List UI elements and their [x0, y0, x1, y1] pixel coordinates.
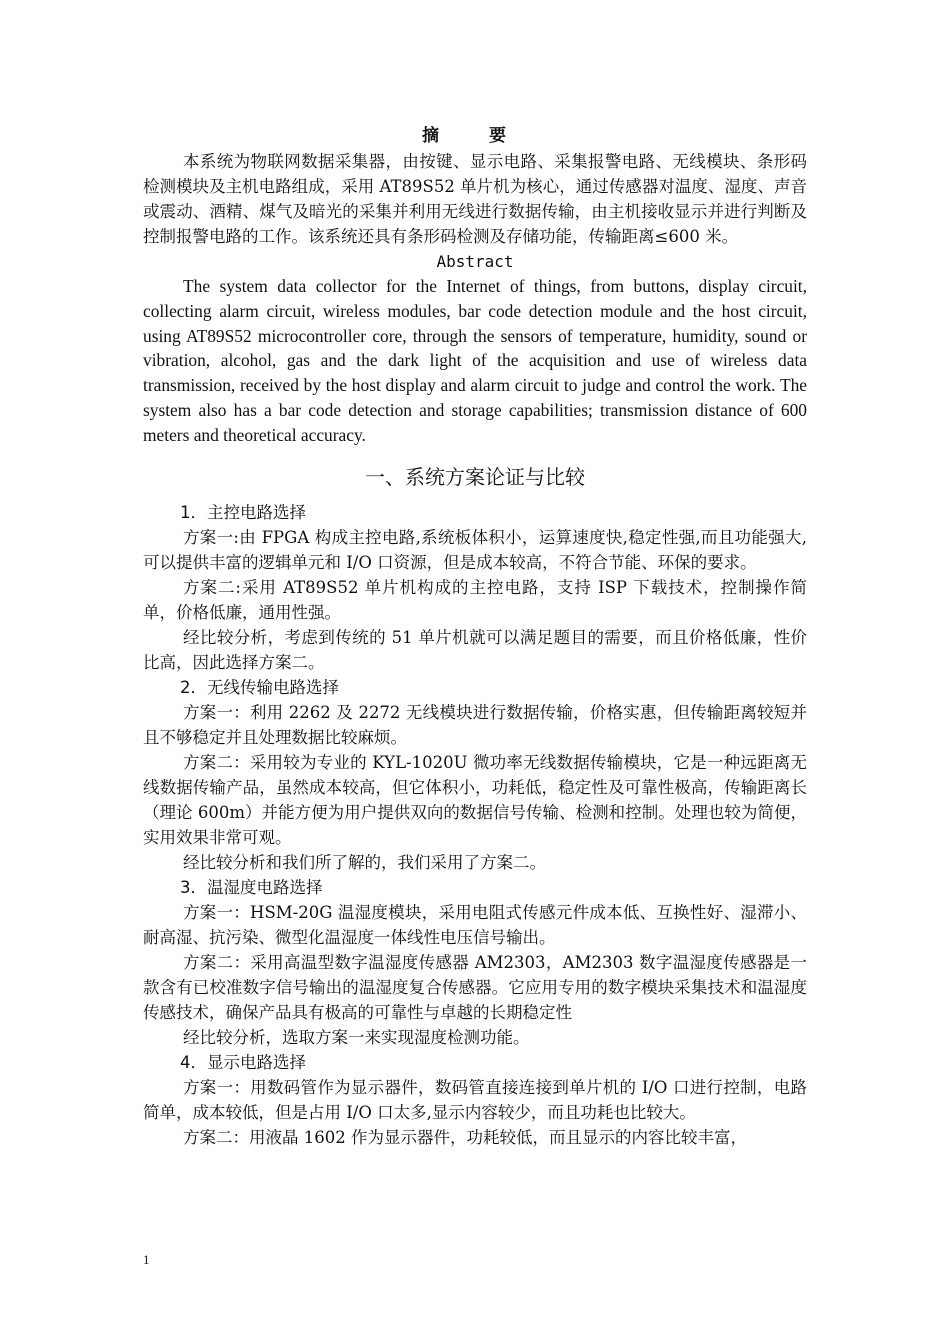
subsection-2-p2: 方案二：采用较为专业的 KYL-1020U 微功率无线数据传输模块，它是一种远距离无线数据传输产品，虽然成本较高，但它体积小，功耗低，稳定性及可靠性极高，传输距离长（理论 600m）并能方便为用户提供双向的数据信号传输、检测和控制。处理也较为简便，实用效果非常可观。 — [143, 752, 807, 847]
subsection-3-p1: 方案一：HSM-20G 温湿度模块，采用电阻式传感元件成本低、互换性好、湿滞小、耐高湿、抗污染、微型化温湿度一体线性电压信号输出。 — [143, 902, 807, 947]
subsection-4-p2: 方案二：用液晶 1602 作为显示器件，功耗较低，而且显示的内容比较丰富， — [183, 1127, 747, 1147]
subsection-1-heading: 1．主控电路选择 — [180, 502, 306, 522]
subsection-2-p1: 方案一：利用 2262 及 2272 无线模块进行数据传输，价格实惠，但传输距离较短并且不够稳定并且处理数据比较麻烦。 — [143, 702, 807, 747]
abstract-title: 摘 要 — [422, 126, 528, 146]
subsection-3-p2: 方案二：采用高温型数字温湿度传感器 AM2303，AM2303 数字温湿度传感器是一款含有已校准数字信号输出的温湿度复合传感器。它应用专用的数字模块采集技术和温湿度传感技术，确保产品具有极高的可靠性与卓越的长期稳定性 — [143, 952, 807, 1022]
subsection-4-p1: 方案一：用数码管作为显示器件，数码管直接连接到单片机的 I/O 口进行控制，电路简单，成本较低，但是占用 I/O 口太多,显示内容较少，而且功耗也比较大。 — [143, 1077, 807, 1122]
abstract-cn: 本系统为物联网数据采集器，由按键、显示电路、采集报警电路、无线模块、条形码检测模块及主机电路组成，采用 AT89S52 单片机为核心，通过传感器对温度、湿度、声音或震动、酒精、煤气及暗光的采集并利用无线进行数据传输，由主机接收显示并进行判断及控制报警电路的工作。该系统还具有条形码检测及存储功能，传输距离≤600 米。 — [143, 152, 807, 246]
abstract-en: The system data collector for the Internet of things, from buttons, display circuit, collecting alarm circuit, wireless modules, bar code detection module and the host circuit, using AT89S52 microcontroller core, through the sensors of temperature, humidity, sound or vibration, alcohol, gas and the dark light of the acquisition and use of wireless data transmission, received by the host display and alarm circuit to judge and control the work. The system also has a bar code detection and storage capabilities; transmission distance of 600 meters and theoretical accuracy. — [143, 276, 807, 445]
subsection-4-heading: 4．显示电路选择 — [180, 1052, 306, 1072]
page-content — [143, 124, 807, 1150]
subsection-3-heading: 3．温湿度电路选择 — [180, 877, 323, 897]
subsection-2-heading: 2．无线传输电路选择 — [180, 677, 339, 697]
subsection-1-p3: 经比较分析，考虑到传统的 51 单片机就可以满足题目的需要，而且价格低廉，性价比高，因此选择方案二。 — [143, 627, 807, 672]
subsection-3-p3: 经比较分析，选取方案一来实现湿度检测功能。 — [183, 1027, 530, 1047]
subsection-1-p1: 方案一:由 FPGA 构成主控电路,系统板体积小，运算速度快,稳定性强,而且功能强大,可以提供丰富的逻辑单元和 I/O 口资源，但是成本较高，不符合节能、环保的要求。 — [143, 527, 807, 572]
abstract-en-title: Abstract — [436, 252, 514, 271]
section-title: 一、系统方案论证与比较 — [365, 464, 585, 489]
page-number: 1 — [143, 1252, 150, 1267]
subsection-2-p3: 经比较分析和我们所了解的，我们采用了方案二。 — [183, 852, 546, 872]
subsection-1-p2: 方案二:采用 AT89S52 单片机构成的主控电路，支持 ISP 下载技术，控制操作简单，价格低廉，通用性强。 — [143, 577, 807, 622]
